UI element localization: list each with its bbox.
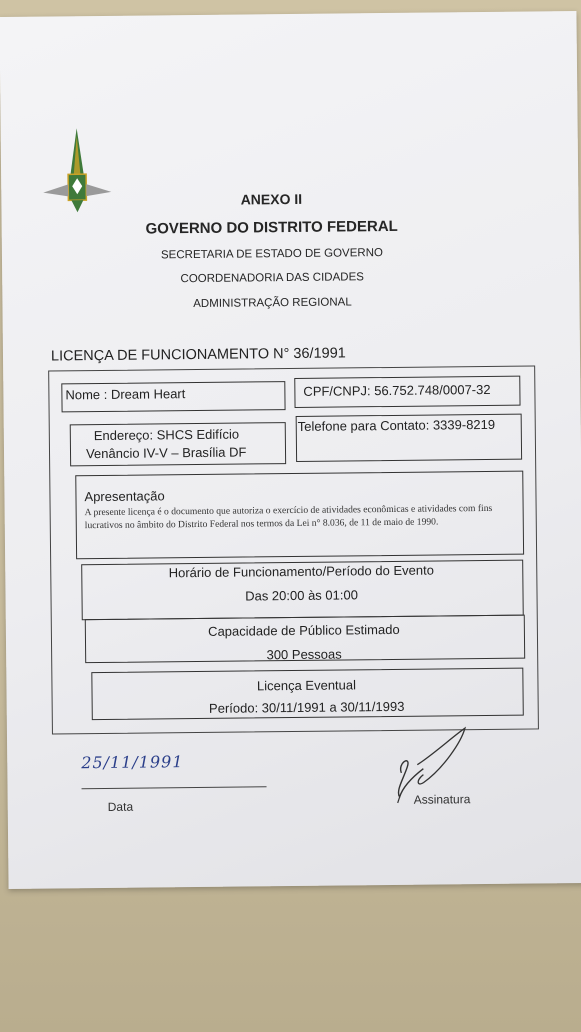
- phone-field: Telefone para Contato: 3339-8219: [297, 416, 496, 434]
- presentation-body: A presente licença é o documento que autoriza o exercício de atividades econômicas e atividades com fins lucrativos no âmbito do Distrito Federal nos termos da Lei n° 8.036, de 11 de maio de 1990.: [84, 502, 493, 532]
- license-title: LICENÇA DE FUNCIONAMENTO N° 36/1991: [50, 345, 346, 365]
- government-title: GOVERNO DO DISTRITO FEDERAL: [145, 217, 398, 238]
- secretariat-title: SECRETARIA DE ESTADO DE GOVERNO: [160, 247, 383, 262]
- coordination-title: COORDENADORIA DAS CIDADES: [180, 271, 364, 286]
- license-type-label: Licença Eventual: [256, 677, 357, 694]
- schedule-label: Horário de Funcionamento/Período do Evento: [168, 562, 434, 581]
- signature-label: Assinatura: [413, 792, 471, 807]
- license-period-value: Período: 30/11/1991 a 30/11/1993: [208, 698, 405, 716]
- schedule-value: Das 20:00 às 01:00: [245, 587, 358, 604]
- address-line-2: Venâncio IV-V – Brasília DF: [85, 444, 247, 462]
- annex-title: ANEXO II: [240, 190, 303, 208]
- cpf-cnpj-field: CPF/CNPJ: 56.752.748/0007-32: [303, 381, 491, 399]
- document-sheet: [0, 11, 581, 889]
- administration-title: ADMINISTRAÇÃO REGIONAL: [193, 296, 352, 311]
- capacity-label: Capacidade de Público Estimado: [208, 621, 400, 639]
- presentation-heading: Apresentação: [84, 488, 165, 505]
- address-line-1: Endereço: SHCS Edifício: [93, 426, 240, 444]
- date-signature-line: [82, 786, 267, 789]
- handwritten-date: 25/11/1991: [81, 752, 184, 773]
- date-label: Data: [107, 799, 134, 814]
- capacity-value: 300 Pessoas: [266, 646, 342, 663]
- name-field: Nome : Dream Heart: [65, 386, 186, 403]
